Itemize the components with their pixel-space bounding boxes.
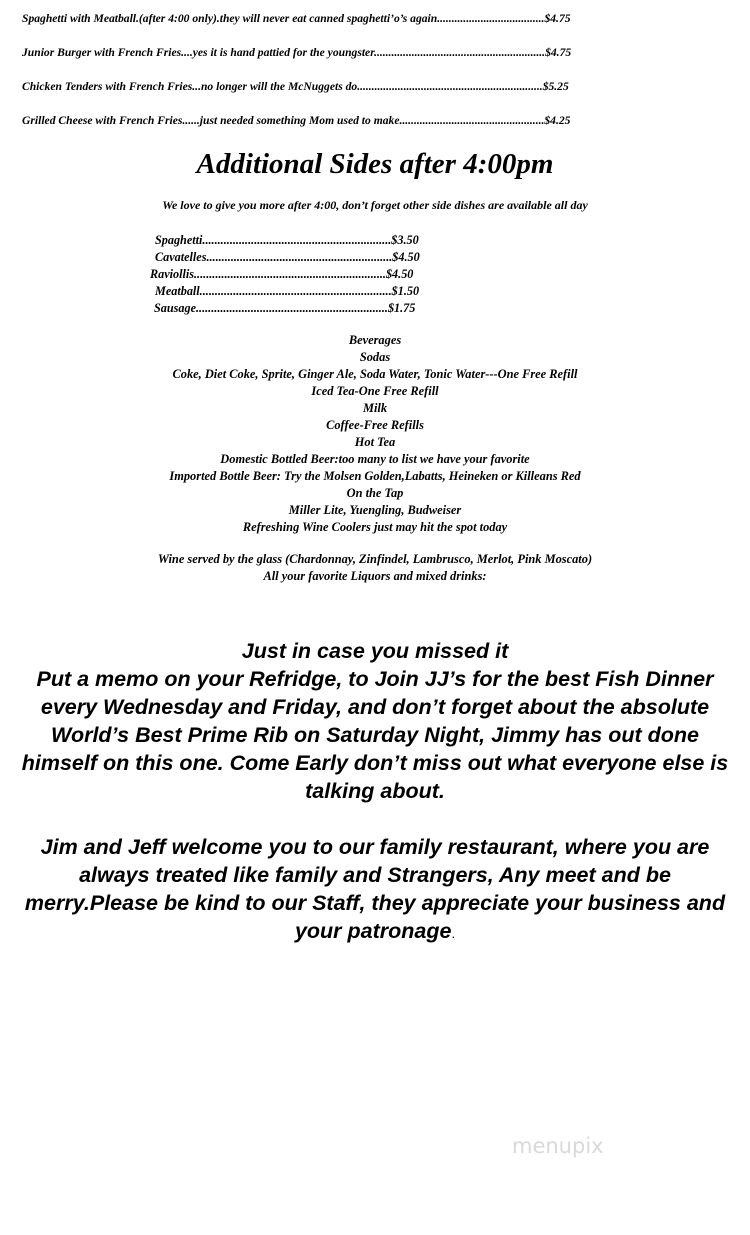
welcome-line: Jim and Jeff welcome you to our family restaurant, where you are	[40, 835, 710, 859]
promo-line: Just in case you missed it	[241, 639, 509, 663]
beverage-line-tap-list: Miller Lite, Yuengling, Budweiser	[288, 503, 462, 517]
sides-subtitle: We love to give you more after 4:00, don’t forget other side dishes are available all day	[162, 198, 588, 212]
side-item-meatball: Meatball...............................................................$1.50	[155, 284, 420, 298]
side-item-raviollis: Raviollis...............................................................$4.50	[150, 267, 414, 281]
welcome-line: merry.Please be kind to our Staff, they appreciate your business and	[24, 891, 726, 915]
promo-line: every Wednesday and Friday, and don’t forget about the absolute	[40, 695, 710, 719]
menu-item-junior-burger: Junior Burger with French Fries....yes it is hand pattied for the youngster...........................................................$4.75	[22, 46, 572, 59]
beverage-line-hot-tea: Hot Tea	[354, 435, 396, 449]
menupix-watermark: menupix	[512, 1134, 604, 1158]
beverage-line-wine-glass: Wine served by the glass (Chardonnay, Zinfindel, Lambrusco, Merlot, Pink Moscato)	[157, 552, 593, 566]
sides-list	[150, 232, 490, 317]
beverage-line-iced-tea: Iced Tea-One Free Refill	[311, 384, 439, 398]
promo-line: himself on this one. Come Early don’t miss out what everyone else is	[21, 751, 729, 775]
side-item-sausage: Sausage...............................................................$1.75	[154, 301, 416, 315]
beverage-line-liquors: All your favorite Liquors and mixed drinks:	[263, 569, 487, 583]
welcome-line-text: your patronage	[294, 919, 452, 943]
menu-item-spaghetti-meatball: Spaghetti with Meatball.(after 4:00 only).they will never eat canned spaghetti’o’s again.....................................$4.75	[22, 12, 571, 25]
beverage-line-milk: Milk	[362, 401, 388, 415]
promo-gap	[0, 805, 750, 833]
welcome-line-last	[0, 917, 750, 945]
beverage-line-sodas: Sodas	[359, 350, 391, 364]
welcome-final-period: .	[451, 926, 456, 941]
beverage-spacer	[0, 536, 750, 551]
welcome-line: always treated like family and Strangers, Any meet and be	[79, 863, 671, 887]
side-item-spaghetti: Spaghetti..............................................................$3.50	[155, 233, 419, 247]
beverage-line-coffee: Coffee-Free Refills	[326, 418, 424, 432]
menu-item-chicken-tenders: Chicken Tenders with French Fries...no longer will the McNuggets do................................................................$5.25	[22, 80, 569, 93]
menu-item-grilled-cheese: Grilled Cheese with French Fries......just needed something Mom used to make..................................................$4.25	[22, 114, 571, 127]
promo-line: talking about.	[305, 779, 445, 803]
promo-line: Put a memo on your Refridge, to Join JJ’s for the best Fish Dinner	[36, 667, 714, 691]
beverage-line-soda-list: Coke, Diet Coke, Sprite, Ginger Ale, Soda Water, Tonic Water---One Free Refill	[172, 367, 578, 381]
beverage-line-on-tap: On the Tap	[346, 486, 404, 500]
side-item-cavatelles: Cavatelles.............................................................$4.50	[155, 250, 420, 264]
beverage-line-imported-beer: Imported Bottle Beer: Try the Molsen Golden,Labatts, Heineken or Killeans Red	[169, 469, 581, 483]
beverages-heading: Beverages	[348, 333, 402, 347]
promo-line: World’s Best Prime Rib on Saturday Night, Jimmy has out done	[51, 723, 699, 747]
sides-title: Additional Sides after 4:00pm	[196, 148, 554, 180]
beverage-line-wine-coolers: Refreshing Wine Coolers just may hit the spot today	[242, 520, 508, 534]
beverage-line-domestic-beer: Domestic Bottled Beer:too many to list we have your favorite	[220, 452, 530, 466]
promo-section	[0, 637, 750, 945]
beverages-section	[0, 332, 750, 585]
